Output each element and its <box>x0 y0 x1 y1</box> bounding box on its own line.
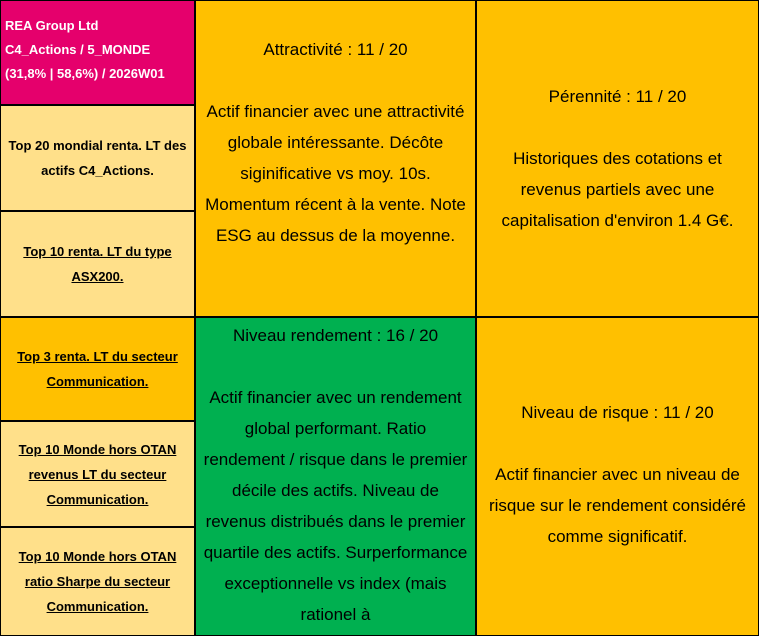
rendement-panel <box>195 317 476 636</box>
asset-stats: (31,8% | 58,6%) / 2026W01 <box>5 66 165 81</box>
attractivite-panel <box>195 0 476 317</box>
risque-title: Niveau de risque : 11 / 20 <box>521 403 714 422</box>
asset-name: REA Group Ltd <box>5 18 99 33</box>
asset-header <box>0 0 195 105</box>
perennite-panel <box>476 0 759 317</box>
ranking-top10-revenus: Top 10 Monde hors OTAN revenus LT du secteur Communication. <box>0 421 195 527</box>
ranking-top20-mondial: Top 20 mondial renta. LT des actifs C4_Actions. <box>0 105 195 211</box>
ranking-top10-sharpe: Top 10 Monde hors OTAN ratio Sharpe du secteur Communication. <box>0 527 195 636</box>
rendement-body: Actif financier avec un rendement global performant. Ratio rendement / risque dans le premier décile des actifs. Niveau de revenus distribués dans le premier quartile des actifs. Surperformance exceptionnelle vs index (mais rationel à <box>203 388 468 624</box>
risque-panel <box>476 317 759 636</box>
rendement-title: Niveau rendement : 16 / 20 <box>232 326 439 345</box>
ranking-top10-asx200: Top 10 renta. LT du type ASX200. <box>0 211 195 317</box>
perennite-body: Historiques des cotations et revenus partiels avec une capitalisation d'environ 1.4 G€. <box>501 149 734 230</box>
attractivite-title: Attractivité : 11 / 20 <box>263 40 408 59</box>
attractivite-body: Actif financier avec une attractivité globale intéressante. Décôte siginificative vs moy. 10s. Momentum récent à la vente. Note ESG au dessus de la moyenne. <box>205 102 466 245</box>
ranking-top3-communication: Top 3 renta. LT du secteur Communication. <box>0 317 195 421</box>
risque-body: Actif financier avec un niveau de risque sur le rendement considéré comme significatif. <box>488 465 747 546</box>
perennite-title: Pérennité : 11 / 20 <box>548 87 687 106</box>
asset-category: C4_Actions / 5_MONDE <box>5 42 151 57</box>
